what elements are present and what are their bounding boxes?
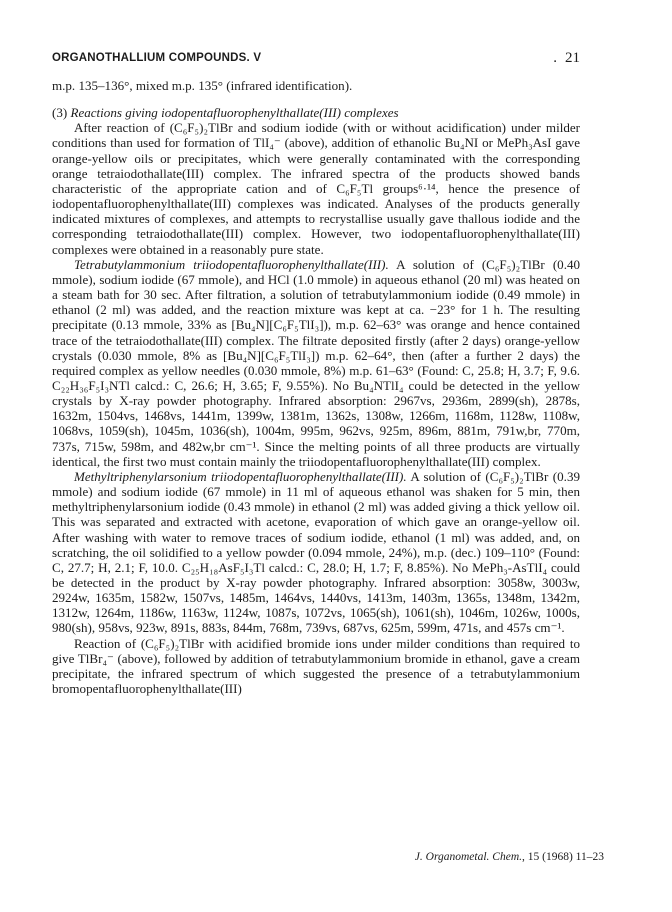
article-body <box>52 78 580 696</box>
running-head: ORGANOTHALLIUM COMPOUNDS. V <box>52 52 262 64</box>
compound-heading-tetrabutylammonium: Tetrabutylammonium triiodopentafluorophenylthallate(III). <box>74 256 389 272</box>
page-header <box>52 50 580 70</box>
paragraph-overview: After reaction of (C₆F₅)₂TlBr and sodium iodide (with or without acidification) under milder conditions than used for formation of TlI₄⁻ (above), addition of ethanolic Bu₄NI or MePh₃AsI gave orange-yellow oils or precipitates, which were generally contaminated with the corresponding orange tetraiodothallate(III) complex. The infrared spectra of the products showed bands characteristic of the appropriate cation and of C₆F₅Tl groups⁶·¹⁴, hence the presence of iodopentafluorophenylthallate(III) complexes was indicated. Analyses of the products generally indicated mixtures of complexes, and attempts to recrystallise usually gave thallous iodide and the corresponding tetraiodothallate(III) complex. However, two iodopentafluorophenylthallate(III) complexes were obtained in a reasonably pure state. <box>52 120 580 257</box>
journal-name: J. Organometal. Chem. <box>414 851 523 863</box>
page-number: 21 <box>565 50 580 66</box>
paragraph-methyltriphenylarsonium <box>52 469 580 636</box>
header-dot: . <box>553 50 557 66</box>
compound-heading-methyltriphenylarsonium: Methyltriphenylarsonium triiodopentafluorophenylthallate(III). <box>74 468 407 484</box>
section-number: (3) <box>52 105 71 121</box>
procedure-tetrabutylammonium: A solution of (C₆F₅)₂TlBr (0.40 mmole), sodium iodide (67 mmole), and HCl (1.0 mmole) in aqueous ethanol (20 ml) was heated on a steam bath for 30 sec. After filtration, a solution of tetrabutylammonium iodide (0.49 mmole) in ethanol (2 ml) was added, and the reaction mixture was kept at ca. −23° for 1 h. The resulting precipitate (0.13 mmole, 33% as [Bu₄N][C₆F₅TlI₃]), m.p. 62–63° was orange and hence contained trace of the tetraiodothallate(III) complex. The filtrate deposited firstly (after 2 days) orange-yellow crystals (0.030 mmole, 8% as [Bu₄N][C₆F₅TlI₃]) m.p. 62–64°, then (after a further 2 days) the required complex as yellow needles (0.030 mmole, 8%) m.p. 61–63° (Found: C, 25.8; H, 3.7; F, 9.6. C₂₂H₃₆F₅I₃NTl calcd.: C, 26.6; H, 3.65; F, 9.55%). No Bu₄NTlI₄ could be detected in the yellow crystals by X-ray powder photography. Infrared absorption: 2967vs, 2936m, 2899(sh), 2878s, 1632m, 1504vs, 1468vs, 1441m, 1399w, 1381m, 1362s, 1308w, 1266m, 1168m, 1128w, 1108w, 1068vs, 1059(sh), 1045m, 1036(sh), 1004m, 995m, 962vs, 925m, 896m, 881m, 791w,br, 770m, 737s, 715w, 598m, and 482w,br cm⁻¹. Since the melting points of all three products are virtually identical, the first two must contain mainly the triiodopentafluorophenylthallate(III) complex. <box>52 256 580 469</box>
paragraph-bromide-reaction: Reaction of (C₆F₅)₂TlBr with acidified bromide ions under milder conditions than required to give TlBr₄⁻ (above), followed by addition of tetrabutylammonium bromide in ethanol, gave a cream precipitate, the infrared spectrum of which suggested the presence of a tetrabutylammonium bromopentafluorophenylthallate(III) <box>52 635 580 697</box>
section-heading <box>52 105 580 120</box>
journal-volume: , 15 (1968) 11–23 <box>522 851 604 863</box>
page-number-block <box>553 50 580 67</box>
procedure-methyltriphenylarsonium: A solution of (C₆F₅)₂TlBr (0.39 mmole) and sodium iodide (67 mmole) in 11 ml of aqueous ethanol was shaken for 5 min, then methyltriphenylarsonium iodide (0.43 mmole) in ethanol (2 ml) was added giving a thick yellow oil. This was separated and extracted with acetone, evaporation of which gave an orange-yellow oil. After washing with water to remove traces of sodium iodide, ethanol (1 ml) was added, and, on scratching, the oil solidified to a yellow powder (0.094 mmole, 24%), m.p. (dec.) 109–110° (Found: C, 27.7; H, 2.1; F, 10.0. C₂₅H₁₈AsF₅I₃Tl calcd.: C, 28.0; H, 1.7; F, 8.85%). No MePh₃-AsTlI₄ could be detected in the product by X-ray powder photography. Infrared absorption: 3058w, 3003w, 2924w, 1635m, 1582w, 1507vs, 1485m, 1464vs, 1440vs, 1413m, 1403m, 1365s, 1348m, 1342m, 1312w, 1264m, 1186w, 1163w, 1124w, 1087s, 1072vs, 1065(sh), 1061(sh), 1046m, 1026w, 1000s, 980(sh), 958vs, 923w, 891s, 883s, 844m, 768m, 739vs, 687vs, 625m, 599m, 471s, and 457s cm⁻¹. <box>52 468 580 636</box>
journal-footer <box>415 851 604 863</box>
section-title: Reactions giving iodopentafluorophenylthallate(III) complexes <box>70 105 399 121</box>
paragraph-melting-point: m.p. 135–136°, mixed m.p. 135° (infrared identification). <box>52 78 353 93</box>
paragraph-tetrabutylammonium <box>52 257 580 469</box>
